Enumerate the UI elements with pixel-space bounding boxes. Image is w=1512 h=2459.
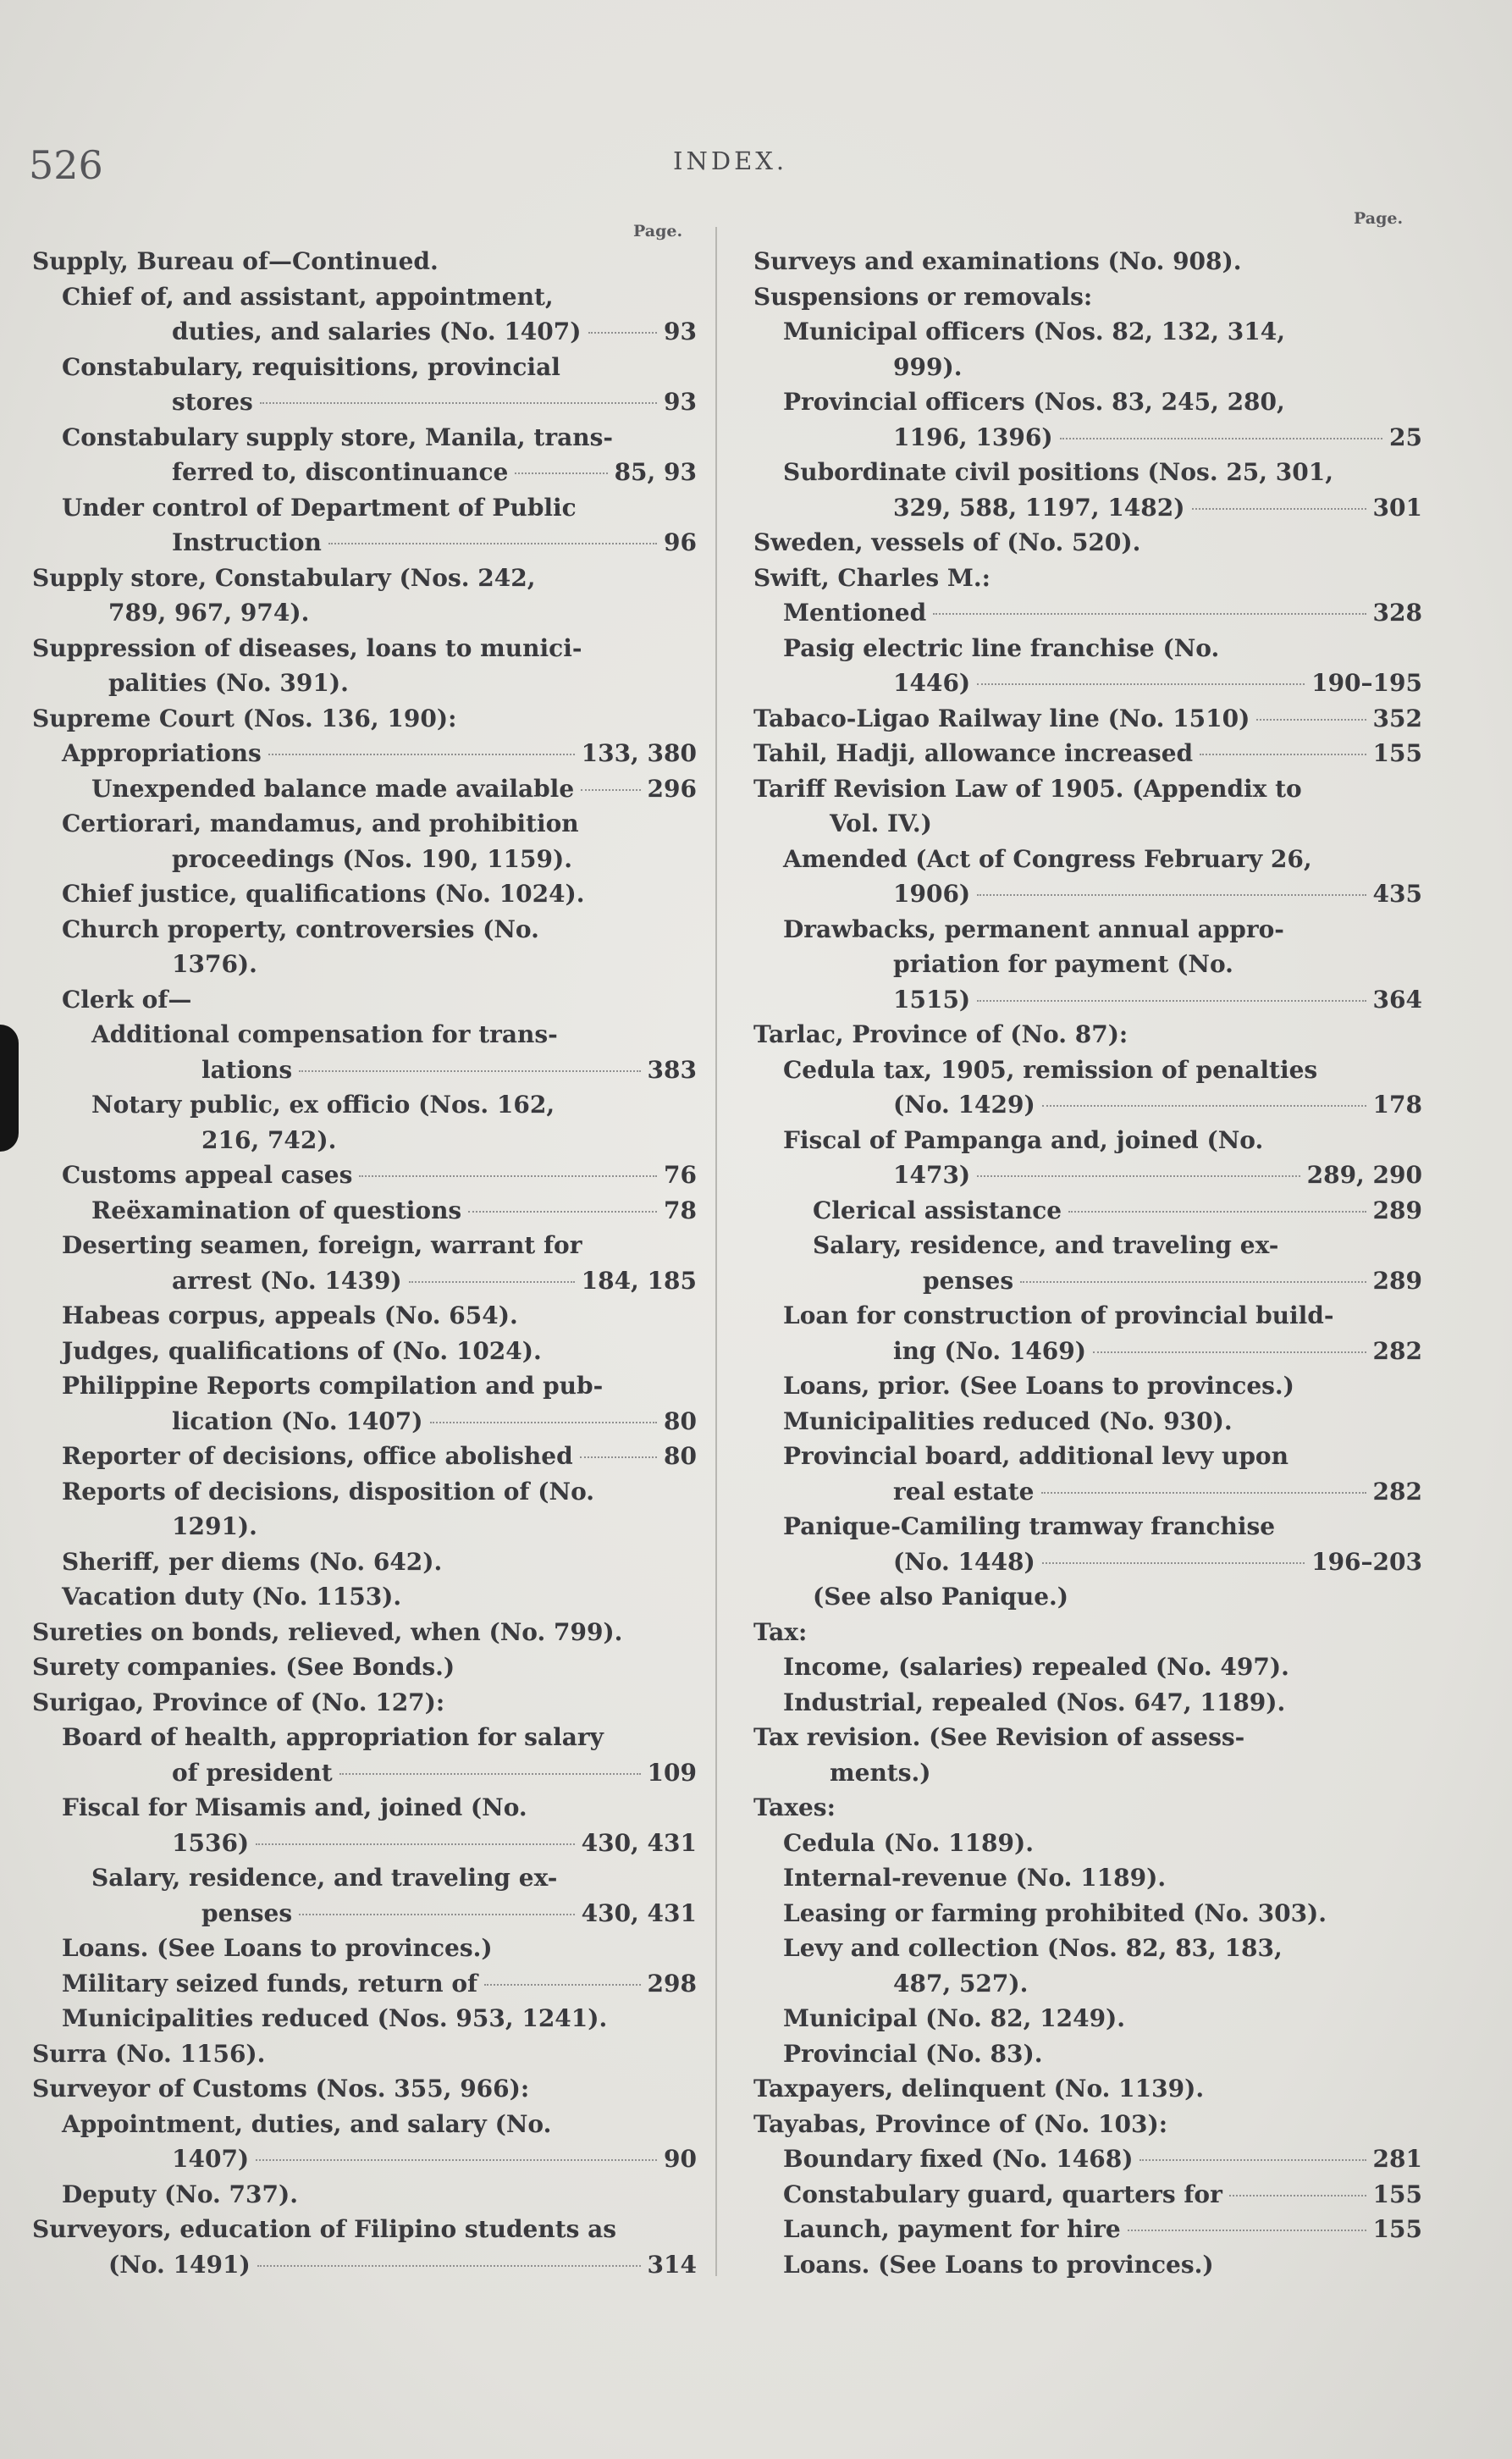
index-entry bbox=[753, 1931, 1422, 2001]
entry-text: Municipalities reduced (No. 930). bbox=[783, 1406, 1233, 1435]
index-entry bbox=[32, 2036, 697, 2072]
index-entry bbox=[753, 2001, 1422, 2036]
entry-text: Municipal (No. 82, 1249). bbox=[783, 2004, 1126, 2032]
entry-text: Notary public, ex officio (Nos. 162, bbox=[91, 1091, 555, 1119]
entry-text: 329, 588, 1197, 1482) bbox=[893, 493, 1185, 522]
index-entry bbox=[753, 1123, 1422, 1193]
entry-text: 216, 742). bbox=[201, 1125, 337, 1154]
entry-text: Church property, controversies (No. bbox=[62, 915, 539, 943]
index-entry bbox=[753, 1579, 1422, 1615]
entry-text: Vacation duty (No. 1153). bbox=[62, 1583, 402, 1611]
entry-text: 1473) bbox=[893, 1161, 971, 1189]
entry-text: Supply store, Constabulary (Nos. 242, bbox=[32, 563, 536, 592]
dot-leader bbox=[1060, 438, 1382, 439]
index-entry bbox=[753, 2177, 1422, 2213]
entry-text: Judges, qualifications of (No. 1024). bbox=[62, 1336, 542, 1365]
entry-text: Surveys and examinations (No. 908). bbox=[753, 247, 1242, 275]
entry-text: Fiscal of Pampanga and, joined (No. bbox=[783, 1125, 1264, 1154]
index-entry bbox=[753, 701, 1422, 737]
page-reference: 282 bbox=[1372, 1336, 1422, 1365]
entry-text: Supply, Bureau of—Continued. bbox=[32, 247, 439, 275]
index-entry bbox=[32, 806, 697, 876]
page-reference: 80 bbox=[664, 1406, 697, 1435]
entry-text: Loan for construction of provincial build- bbox=[783, 1301, 1334, 1329]
dot-leader bbox=[1256, 719, 1366, 721]
entry-text: Salary, residence, and traveling ex- bbox=[91, 1864, 558, 1892]
entry-text: Swift, Charles M.: bbox=[753, 563, 991, 592]
index-entry bbox=[753, 1368, 1422, 1404]
entry-text: 999). bbox=[893, 352, 963, 381]
entry-text: Deserting seamen, foreign, warrant for bbox=[62, 1231, 582, 1259]
entry-text: Constabulary, requisitions, provincial bbox=[62, 352, 560, 381]
index-entry bbox=[32, 561, 697, 631]
entry-text: of president bbox=[172, 1758, 333, 1787]
index-entry bbox=[753, 2141, 1422, 2177]
dot-leader bbox=[1041, 1492, 1366, 1494]
index-entry bbox=[753, 595, 1422, 631]
entry-text: proceedings (Nos. 190, 1159). bbox=[172, 844, 572, 873]
page-reference: 328 bbox=[1372, 599, 1422, 627]
index-entry bbox=[32, 1193, 697, 1229]
index-entry bbox=[753, 1298, 1422, 1368]
left-page-label: Page. bbox=[633, 222, 683, 240]
entry-text: Tariff Revision Law of 1905. (Appendix to bbox=[753, 774, 1302, 803]
page-reference: 133, 380 bbox=[581, 739, 697, 767]
entry-text: Clerical assistance bbox=[813, 1196, 1062, 1224]
entry-text: Income, (salaries) repealed (No. 497). bbox=[783, 1653, 1289, 1681]
index-entry bbox=[32, 876, 697, 912]
entry-text: Drawbacks, permanent annual appro- bbox=[783, 915, 1284, 943]
index-entry bbox=[32, 2071, 697, 2107]
entry-text: Tax: bbox=[753, 1617, 808, 1646]
index-entry bbox=[753, 1649, 1422, 1685]
page-edge-blot bbox=[0, 1025, 19, 1152]
page-reference: 178 bbox=[1372, 1091, 1422, 1119]
page-reference: 352 bbox=[1372, 704, 1422, 732]
entry-text: Industrial, repealed (Nos. 647, 1189). bbox=[783, 1688, 1286, 1716]
index-entry bbox=[32, 736, 697, 771]
right-page-label: Page. bbox=[1354, 209, 1404, 228]
dot-leader bbox=[977, 1000, 1366, 1002]
dot-leader bbox=[256, 1843, 574, 1845]
index-entry bbox=[753, 1720, 1422, 1790]
entry-text: Tayabas, Province of (No. 103): bbox=[753, 2109, 1168, 2138]
index-entry bbox=[753, 2071, 1422, 2107]
column-divider bbox=[715, 227, 717, 2276]
entry-text: Certiorari, mandamus, and prohibition bbox=[62, 810, 579, 837]
dot-leader bbox=[260, 402, 657, 404]
dot-leader bbox=[933, 613, 1366, 615]
dot-leader bbox=[580, 1456, 657, 1458]
index-entry bbox=[753, 1896, 1422, 1931]
page-reference: 78 bbox=[664, 1196, 697, 1224]
dot-leader bbox=[977, 894, 1366, 896]
entry-text: Reëxamination of questions bbox=[91, 1196, 462, 1224]
entry-text: Municipal officers (Nos. 82, 132, 314, bbox=[783, 318, 1285, 345]
index-entry bbox=[753, 1615, 1422, 1650]
entry-text: Municipalities reduced (Nos. 953, 1241). bbox=[62, 2004, 608, 2032]
index-entry bbox=[32, 1228, 697, 1298]
page-reference: 296 bbox=[647, 774, 697, 803]
index-entry bbox=[32, 1860, 697, 1931]
index-entry bbox=[753, 1053, 1422, 1123]
entry-text: 1291). bbox=[172, 1512, 257, 1540]
left-index-column bbox=[32, 244, 697, 2282]
entry-text: Cedula (No. 1189). bbox=[783, 1828, 1035, 1857]
dot-leader bbox=[1042, 1562, 1305, 1564]
page-reference: 282 bbox=[1372, 1477, 1422, 1506]
dot-leader bbox=[299, 1914, 575, 1915]
entry-text: Cedula tax, 1905, remission of penalties bbox=[783, 1055, 1318, 1084]
index-entry bbox=[32, 279, 697, 350]
page-reference: 93 bbox=[664, 388, 697, 416]
index-entry bbox=[32, 1720, 697, 1790]
entry-text: (No. 1429) bbox=[893, 1091, 1035, 1119]
index-entry bbox=[753, 736, 1422, 771]
page-reference: 80 bbox=[664, 1442, 697, 1470]
page-reference: 298 bbox=[647, 1969, 697, 1998]
entry-text: Levy and collection (Nos. 82, 83, 183, bbox=[783, 1934, 1283, 1962]
entry-text: Mentioned bbox=[783, 599, 927, 627]
entry-text: Instruction bbox=[172, 528, 322, 556]
page-number: 526 bbox=[29, 142, 103, 188]
index-entry bbox=[753, 2036, 1422, 2072]
entry-text: Launch, payment for hire bbox=[783, 2215, 1121, 2243]
index-entry bbox=[753, 525, 1422, 561]
entry-text: Constabulary guard, quarters for bbox=[783, 2180, 1222, 2208]
index-entry bbox=[32, 2001, 697, 2036]
entry-text: duties, and salaries (No. 1407) bbox=[172, 318, 582, 345]
page-reference: 93 bbox=[664, 318, 697, 345]
index-entry bbox=[32, 1790, 697, 1860]
page-reference: 281 bbox=[1372, 2145, 1422, 2173]
page-reference: 76 bbox=[664, 1161, 697, 1189]
page-reference: 155 bbox=[1372, 739, 1422, 767]
dot-leader bbox=[977, 1175, 1300, 1177]
page-reference: 289 bbox=[1372, 1266, 1422, 1295]
entry-text: Loans, prior. (See Loans to provinces.) bbox=[783, 1372, 1294, 1400]
entry-text: Surveyors, education of Filipino students as bbox=[32, 2215, 617, 2243]
entry-text: (No. 1491) bbox=[108, 2250, 251, 2279]
index-entry bbox=[753, 279, 1422, 315]
dot-leader bbox=[468, 1211, 657, 1213]
entry-text: Panique-Camiling tramway franchise bbox=[783, 1512, 1276, 1540]
index-entry bbox=[32, 1439, 697, 1474]
entry-text: Surigao, Province of (No. 127): bbox=[32, 1688, 445, 1716]
index-entry bbox=[32, 420, 697, 490]
entry-text: 487, 527). bbox=[893, 1969, 1029, 1998]
entry-text: 1446) bbox=[893, 669, 971, 697]
page-reference: 90 bbox=[664, 2145, 697, 2173]
index-entry bbox=[32, 1017, 697, 1087]
entry-text: real estate bbox=[893, 1477, 1035, 1506]
index-entry bbox=[32, 1368, 697, 1439]
entry-text: penses bbox=[923, 1266, 1014, 1295]
entry-text: arrest (No. 1439) bbox=[172, 1266, 402, 1295]
dot-leader bbox=[359, 1175, 657, 1177]
entry-text: 1906) bbox=[893, 880, 971, 908]
index-entry bbox=[753, 1228, 1422, 1298]
dot-leader bbox=[1200, 754, 1366, 755]
entry-text: Reports of decisions, disposition of (No. bbox=[62, 1477, 595, 1506]
entry-text: Internal-revenue (No. 1189). bbox=[783, 1864, 1167, 1892]
dot-leader bbox=[1192, 508, 1366, 510]
index-entry bbox=[753, 1826, 1422, 1861]
index-entry bbox=[32, 1334, 697, 1369]
entry-text: Appropriations bbox=[62, 739, 262, 767]
index-entry bbox=[753, 1790, 1422, 1826]
index-entry bbox=[32, 1544, 697, 1580]
entry-text: Clerk of— bbox=[62, 985, 192, 1014]
entry-text: Surra (No. 1156). bbox=[32, 2039, 266, 2068]
entry-text: Boundary fixed (No. 1468) bbox=[783, 2145, 1134, 2173]
index-entry bbox=[32, 1615, 697, 1650]
dot-leader bbox=[430, 1422, 658, 1423]
entry-text: Amended (Act of Congress February 26, bbox=[783, 844, 1312, 873]
page-reference: 184, 185 bbox=[581, 1266, 697, 1295]
entry-text: Sweden, vessels of (No. 520). bbox=[753, 528, 1141, 556]
entry-text: Unexpended balance made available bbox=[91, 774, 575, 803]
index-entry bbox=[32, 2107, 697, 2177]
page-reference: 301 bbox=[1372, 493, 1422, 522]
page-reference: 155 bbox=[1372, 2180, 1422, 2208]
entry-text: Suspensions or removals: bbox=[753, 282, 1093, 311]
entry-text: 1515) bbox=[893, 985, 971, 1014]
entry-text: Philippine Reports compilation and pub- bbox=[62, 1372, 604, 1400]
entry-text: 1376). bbox=[172, 950, 257, 978]
entry-text: lations bbox=[201, 1055, 293, 1084]
entry-text: Habeas corpus, appeals (No. 654). bbox=[62, 1301, 518, 1329]
entry-text: Taxes: bbox=[753, 1793, 836, 1821]
entry-text: priation for payment (No. bbox=[893, 950, 1233, 978]
dot-leader bbox=[977, 683, 1305, 685]
entry-text: Chief of, and assistant, appointment, bbox=[62, 282, 554, 311]
index-entry bbox=[32, 1474, 697, 1544]
entry-text: Loans. (See Loans to provinces.) bbox=[62, 1934, 493, 1962]
page-reference: 364 bbox=[1372, 985, 1422, 1014]
index-entry bbox=[32, 1966, 697, 2002]
index-entry bbox=[753, 771, 1422, 842]
entry-text: penses bbox=[201, 1898, 293, 1927]
entry-text: ments.) bbox=[830, 1758, 931, 1787]
entry-text: Fiscal for Misamis and, joined (No. bbox=[62, 1793, 527, 1821]
entry-text: Deputy (No. 737). bbox=[62, 2180, 298, 2208]
dot-leader bbox=[1093, 1351, 1366, 1353]
page-reference: 289, 290 bbox=[1306, 1161, 1422, 1189]
index-entry bbox=[753, 2247, 1422, 2283]
page-reference: 190–195 bbox=[1311, 669, 1422, 697]
page-reference: 196–203 bbox=[1311, 1547, 1422, 1576]
index-entry bbox=[753, 244, 1422, 279]
index-entry bbox=[753, 1193, 1422, 1229]
page-reference: 109 bbox=[647, 1758, 697, 1787]
index-entry bbox=[753, 561, 1422, 596]
entry-text: Surety companies. (See Bonds.) bbox=[32, 1653, 455, 1681]
entry-text: Reporter of decisions, office abolished bbox=[62, 1442, 573, 1470]
index-entry bbox=[32, 1298, 697, 1334]
index-entry bbox=[32, 2177, 697, 2213]
entry-text: Board of health, appropriation for salary bbox=[62, 1723, 604, 1751]
page-reference: 435 bbox=[1372, 880, 1422, 908]
entry-text: palities (No. 391). bbox=[108, 669, 349, 697]
index-entry bbox=[32, 771, 697, 807]
entry-text: lication (No. 1407) bbox=[172, 1406, 423, 1435]
entry-text: Constabulary supply store, Manila, trans- bbox=[62, 423, 613, 451]
dot-leader bbox=[484, 1984, 641, 1986]
index-entry bbox=[753, 2107, 1422, 2142]
index-entry bbox=[753, 1685, 1422, 1721]
entry-text: Chief justice, qualifications (No. 1024). bbox=[62, 880, 585, 908]
index-entry bbox=[32, 1579, 697, 1615]
entry-text: Tarlac, Province of (No. 87): bbox=[753, 1020, 1128, 1048]
index-entry bbox=[32, 350, 697, 420]
entry-text: Tabaco-Ligao Railway line (No. 1510) bbox=[753, 704, 1250, 732]
entry-text: ing (No. 1469) bbox=[893, 1336, 1087, 1365]
dot-leader bbox=[1140, 2159, 1366, 2161]
index-entry bbox=[753, 1439, 1422, 1509]
index-entry bbox=[753, 1860, 1422, 1896]
entry-text: Tahil, Hadji, allowance increased bbox=[753, 739, 1194, 767]
dot-leader bbox=[268, 754, 575, 755]
index-entry bbox=[753, 314, 1422, 384]
dot-leader bbox=[256, 2159, 657, 2161]
dot-leader bbox=[1128, 2230, 1366, 2231]
index-entry bbox=[32, 912, 697, 982]
entry-text: Pasig electric line franchise (No. bbox=[783, 633, 1220, 662]
entry-text: Leasing or farming prohibited (No. 303). bbox=[783, 1898, 1327, 1927]
entry-text: Subordinate civil positions (Nos. 25, 301, bbox=[783, 458, 1333, 486]
page-reference: 85, 93 bbox=[614, 458, 697, 486]
entry-text: Taxpayers, delinquent (No. 1139). bbox=[753, 2075, 1205, 2103]
entry-text: 1196, 1396) bbox=[893, 423, 1053, 451]
page-reference: 289 bbox=[1372, 1196, 1422, 1224]
entry-text: Provincial board, additional levy upon bbox=[783, 1442, 1289, 1470]
index-entry bbox=[32, 1649, 697, 1685]
index-entry bbox=[753, 1404, 1422, 1439]
entry-text: (No. 1448) bbox=[893, 1547, 1035, 1576]
index-entry bbox=[753, 912, 1422, 1018]
index-entry bbox=[32, 631, 697, 701]
dot-leader bbox=[1042, 1105, 1366, 1107]
running-head: INDEX. bbox=[673, 146, 788, 175]
dot-leader bbox=[1020, 1281, 1366, 1283]
dot-leader bbox=[581, 789, 640, 791]
page-reference: 314 bbox=[647, 2250, 697, 2279]
entry-text: Sureties on bonds, relieved, when (No. 799). bbox=[32, 1617, 623, 1646]
index-entry bbox=[32, 701, 697, 737]
entry-text: Sheriff, per diems (No. 642). bbox=[62, 1547, 443, 1576]
page-reference: 430, 431 bbox=[581, 1898, 697, 1927]
index-entry bbox=[753, 1017, 1422, 1053]
entry-text: Under control of Department of Public bbox=[62, 493, 577, 522]
entry-text: 1536) bbox=[172, 1828, 250, 1857]
entry-text: Customs appeal cases bbox=[62, 1161, 353, 1189]
index-entry bbox=[753, 842, 1422, 912]
entry-text: stores bbox=[172, 388, 253, 416]
dot-leader bbox=[588, 332, 658, 334]
dot-leader bbox=[1229, 2195, 1366, 2197]
entry-text: ferred to, discontinuance bbox=[172, 458, 509, 486]
entry-text: Provincial officers (Nos. 83, 245, 280, bbox=[783, 388, 1285, 416]
entry-text: 789, 967, 974). bbox=[108, 599, 310, 627]
index-entry bbox=[753, 631, 1422, 701]
page-reference: 96 bbox=[664, 528, 697, 556]
dot-leader bbox=[257, 2265, 641, 2267]
index-entry bbox=[753, 455, 1422, 525]
right-index-column bbox=[753, 244, 1422, 2282]
page-reference: 383 bbox=[647, 1055, 697, 1084]
dot-leader bbox=[299, 1070, 640, 1072]
dot-leader bbox=[339, 1773, 641, 1775]
entry-text: Additional compensation for trans- bbox=[91, 1020, 558, 1048]
index-entry bbox=[32, 1931, 697, 1966]
entry-text: Vol. IV.) bbox=[830, 810, 932, 837]
index-entry bbox=[753, 1509, 1422, 1579]
index-entry bbox=[32, 244, 697, 279]
index-entry bbox=[32, 1087, 697, 1158]
dot-leader bbox=[328, 543, 657, 544]
entry-text: Appointment, duties, and salary (No. bbox=[62, 2109, 552, 2138]
index-entry bbox=[32, 1158, 697, 1193]
page-reference: 430, 431 bbox=[581, 1828, 697, 1857]
index-entry bbox=[32, 982, 697, 1018]
entry-text: Surveyor of Customs (Nos. 355, 966): bbox=[32, 2075, 530, 2103]
index-entry bbox=[753, 2212, 1422, 2247]
page-reference: 25 bbox=[1389, 423, 1422, 451]
entry-text: 1407) bbox=[172, 2145, 250, 2173]
entry-text: Suppression of diseases, loans to munici- bbox=[32, 633, 582, 662]
index-entry bbox=[32, 2212, 697, 2282]
entry-text: Supreme Court (Nos. 136, 190): bbox=[32, 704, 457, 732]
entry-text: Loans. (See Loans to provinces.) bbox=[783, 2250, 1214, 2279]
entry-text: Military seized funds, return of bbox=[62, 1969, 478, 1998]
index-entry bbox=[753, 384, 1422, 455]
page-reference: 155 bbox=[1372, 2215, 1422, 2243]
dot-leader bbox=[515, 472, 607, 474]
dot-leader bbox=[1068, 1211, 1366, 1213]
index-entry bbox=[32, 490, 697, 561]
index-entry bbox=[32, 1685, 697, 1721]
entry-text: (See also Panique.) bbox=[813, 1583, 1068, 1611]
entry-text: Tax revision. (See Revision of assess- bbox=[753, 1723, 1245, 1751]
dot-leader bbox=[409, 1281, 575, 1283]
entry-text: Salary, residence, and traveling ex- bbox=[813, 1231, 1279, 1259]
entry-text: Provincial (No. 83). bbox=[783, 2039, 1043, 2068]
